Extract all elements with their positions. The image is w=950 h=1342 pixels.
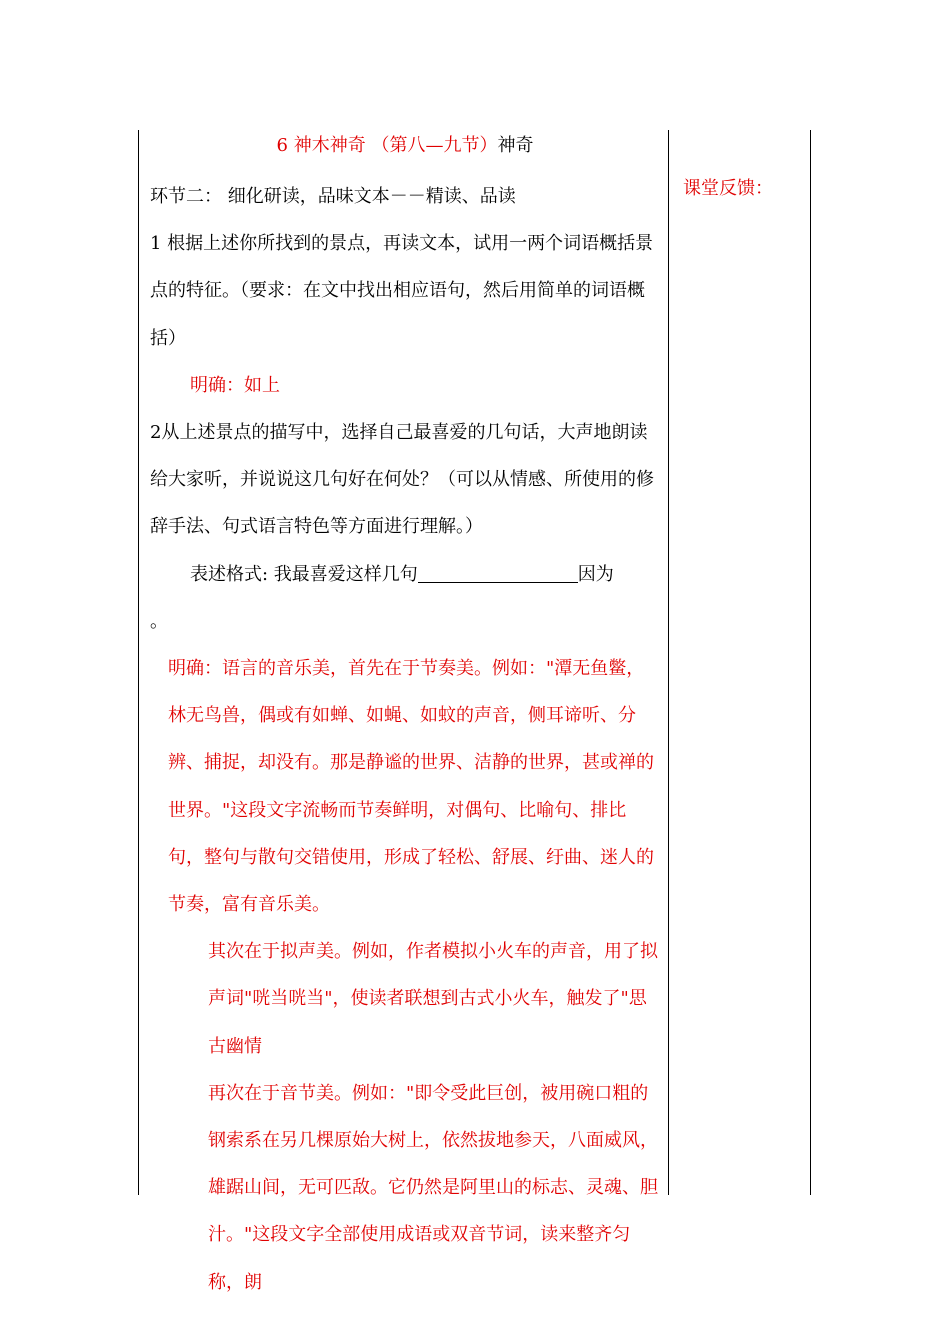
answer-format: [150, 551, 662, 598]
table-border-left: [138, 130, 139, 1195]
lesson-title: [150, 133, 660, 159]
format-prefix: 表述格式: 我最喜爱这样几句: [190, 563, 418, 585]
lesson-title-main: 6 神木神奇 （第八—九节）: [276, 135, 498, 156]
lesson-content: [150, 173, 662, 1306]
lesson-title-tail: 神奇: [497, 135, 534, 156]
classroom-feedback-label: 课堂反馈：: [683, 178, 773, 199]
question-1: 1 根据上述你所找到的景点，再读文本，试用一两个词语概括景点的特征。（要求：在文中找出相应语句，然后用简单的词语概括）: [150, 233, 654, 349]
question-2: 2从上述景点的描写中，选择自己最喜爱的几句话，大声地朗读给大家听，并说说这几句好在何处？（可以从情感、所使用的修辞手法、句式语言特色等方面进行理解。）: [150, 422, 654, 538]
answer-blank: [418, 562, 578, 583]
table-border-right: [810, 130, 811, 1195]
answer-2-paragraph-3: 再次在于音节美。例如："即令受此巨创，被用碗口粗的钢索系在另几棵原始大树上，依然拔地参天，八面威风，雄踞山间，无可匹敌。它仍然是阿里山的标志、灵魂、胆汁。"这段文字全部使用成语或双音节词，读来整齐匀称，朗: [208, 1082, 658, 1293]
format-period: 。: [150, 610, 168, 632]
answer-2-paragraph-2: 其次在于拟声美。例如，作者模拟小火车的声音，用了拟声词"咣当咣当"，使读者联想到古式小火车，触发了"思古幽情: [208, 941, 658, 1057]
section-heading: 环节二： 细化研读，品味文本－－精读、品读: [150, 186, 516, 207]
answer-1: 明确：如上: [190, 374, 280, 396]
format-suffix: 因为: [577, 563, 614, 585]
answer-2-paragraph-1: 明确：语言的音乐美，首先在于节奏美。例如："潭无鱼鳖，林无鸟兽，偶或有如蝉、如蝇、如蚊的声音，侧耳谛听、分辨、捕捉，却没有。那是静谧的世界、洁静的世界，甚或禅的世界。"这段文字流畅而节奏鲜明，对偶句、比喻句、排比句，整句与散句交错使用，形成了轻松、舒展、纡曲、迷人的节奏，富有音乐美。: [168, 658, 654, 916]
table-border-middle: [668, 130, 669, 1195]
